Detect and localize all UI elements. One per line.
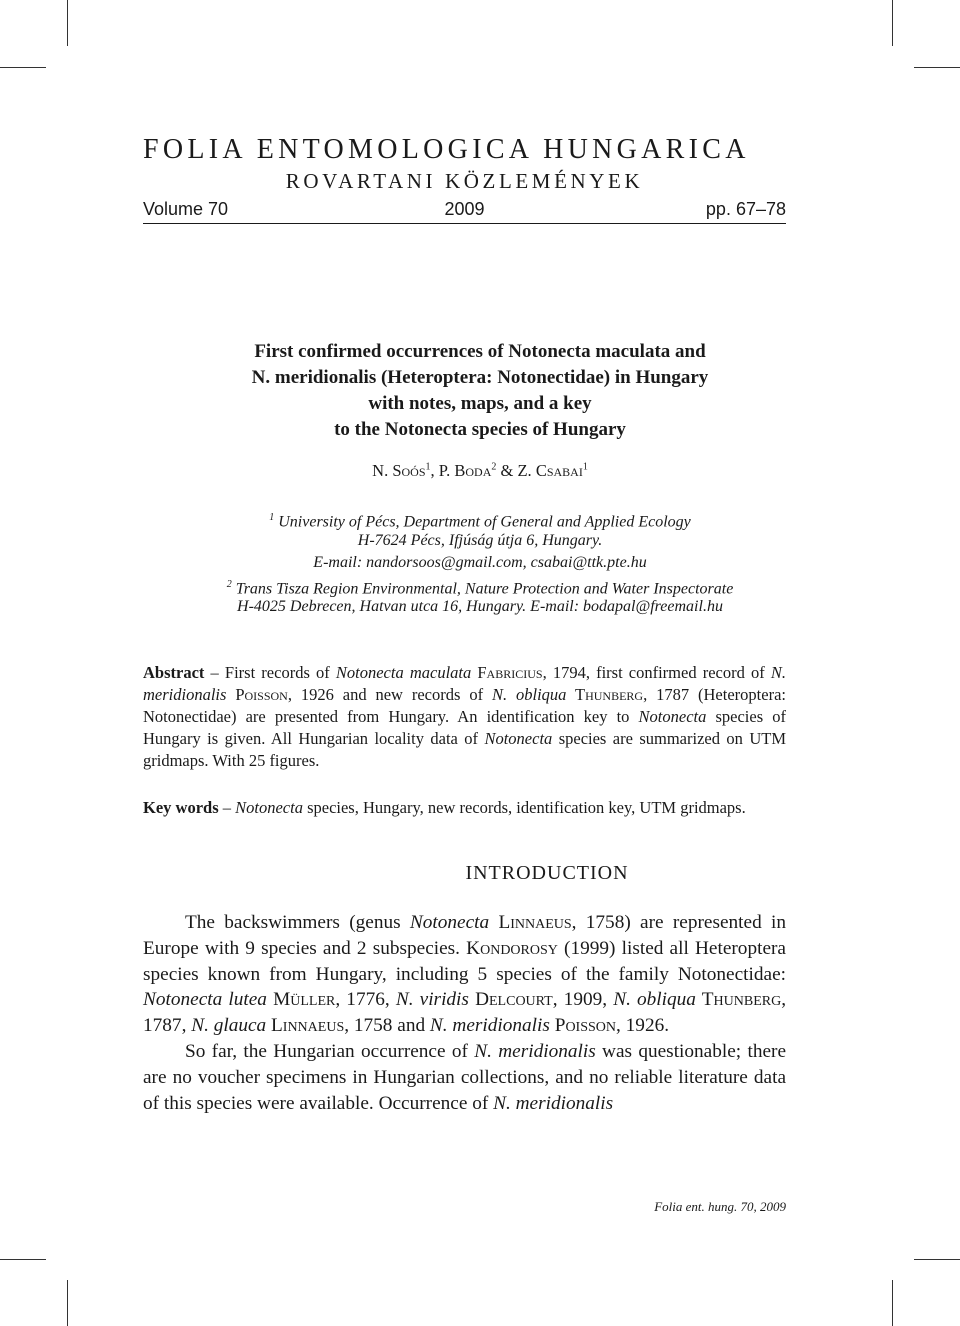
- author-citation: Poisson: [226, 685, 288, 704]
- body-text: , 1926.: [616, 1015, 670, 1037]
- author-2-affil-mark: 2: [491, 461, 497, 473]
- crop-mark-bottom-left: [67, 1280, 68, 1326]
- species-name: N. meridionalis: [493, 1092, 614, 1114]
- species-name: N. glauca: [191, 1015, 267, 1037]
- body-text: was questionable; there are no voucher specimens in Hungarian collections, and no reliable literature data of this species were available. Occurrence of: [143, 1040, 787, 1114]
- abstract-label: Abstract: [143, 663, 205, 682]
- genus-name: Notonecta: [235, 798, 303, 817]
- paragraph: [143, 1039, 786, 1116]
- keywords: [143, 797, 803, 819]
- abstract-text: , 1926 and new records of: [287, 685, 492, 704]
- abstract: [143, 662, 786, 772]
- volume-row: [143, 197, 786, 224]
- species-name: N. meridionalis: [474, 1040, 596, 1062]
- author-citation: Linnaeus: [489, 912, 572, 933]
- introduction-body: [143, 910, 786, 1116]
- authors: [143, 461, 817, 481]
- footer-citation: Folia ent. hung. 70, 2009: [654, 1199, 786, 1214]
- species-name: Notonecta lutea: [143, 989, 267, 1011]
- species-name: N. meridionalis: [429, 1015, 550, 1037]
- affiliation-2-text: Trans Tisza Region Environmental, Nature Protection and Water Inspectorate: [231, 580, 734, 598]
- body-text: , 1776,: [335, 989, 396, 1011]
- author-citation: Fabricius: [471, 663, 543, 682]
- crop-mark-right-top: [914, 67, 960, 68]
- affiliation-1-mark: 1: [269, 512, 275, 523]
- year-label: 2009: [444, 199, 485, 219]
- affiliation-1-line-3: E-mail: nandorsoos@gmail.com, csabai@ttk.pte.hu: [313, 554, 647, 571]
- article-title-line-4: to the Notonecta species of Hungary: [334, 419, 626, 440]
- author-1-affil-mark: 1: [425, 461, 431, 473]
- genus-name: Notonecta: [638, 707, 707, 726]
- genus-name: Notonecta: [484, 729, 553, 748]
- crop-mark-right-bottom: [914, 1259, 960, 1260]
- species-name: N. obliqua: [613, 989, 696, 1011]
- species-name: Notonecta maculata: [335, 663, 472, 682]
- paragraph: [143, 910, 786, 1039]
- section-heading-introduction: INTRODUCTION: [465, 862, 629, 884]
- keywords-text: –: [218, 798, 236, 817]
- author-citation: Linnaeus: [266, 1015, 345, 1037]
- body-text: (1999) listed all Heteroptera species known from Hungary, including 5 species of the family Notonectidae:: [143, 937, 786, 985]
- abstract-text: species of Hungary is given. All Hungarian locality data of: [143, 707, 786, 748]
- journal-subtitle: ROVARTANI KÖZLEMÉNYEK: [285, 169, 644, 193]
- author-1-name: Soós: [392, 461, 426, 480]
- author-3-name: Csabai: [535, 461, 583, 480]
- author-citation: Kondorosy: [466, 937, 558, 959]
- author-separator: & Z.: [496, 461, 536, 480]
- article-title-line-2: N. meridionalis (Heteroptera: Notonectidae) in Hungary: [251, 367, 709, 388]
- keywords-label: Key words: [143, 798, 219, 817]
- affiliation-2-line-2: H-4025 Debrecen, Hatvan utca 16, Hungary. E-mail: bodapal@freemail.hu: [237, 598, 723, 615]
- author-separator: , P.: [430, 461, 455, 480]
- author-2-name: Boda: [454, 461, 492, 480]
- body-text: , 1787,: [143, 989, 787, 1037]
- author-citation: Thunberg: [695, 989, 782, 1011]
- crop-mark-top-right: [892, 0, 893, 46]
- species-name: N. meridionalis: [143, 663, 786, 704]
- author-1-initial: N.: [372, 461, 393, 480]
- crop-mark-top-left: [67, 0, 68, 46]
- abstract-text: , 1794, first confirmed record of: [542, 663, 771, 682]
- pages-label: pp. 67–78: [705, 199, 786, 219]
- body-text: , 1758) are represented in Europe with 9 species and 2 subspecies.: [143, 912, 786, 959]
- crop-mark-left-bottom: [0, 1259, 46, 1260]
- journal-title: FOLIA ENTOMOLOGICA HUNGARICA: [143, 134, 750, 165]
- affiliation-2-mark: 2: [226, 579, 232, 590]
- author-citation: Delcourt: [468, 989, 553, 1011]
- author-citation: Müller: [266, 989, 336, 1011]
- body-text: So far, the Hungarian occurrence of: [185, 1040, 475, 1062]
- species-name: N. viridis: [395, 989, 469, 1011]
- volume-label: Volume 70: [143, 199, 229, 219]
- article-title-line-3: with notes, maps, and a key: [368, 393, 592, 414]
- article-title-line-1: First confirmed occurrences of Notonecta maculata and: [254, 341, 706, 362]
- body-text: , 1758 and: [344, 1015, 430, 1037]
- abstract-text: , 1787 (Heteroptera: Notonectidae) are presented from Hungary. An identification key to: [143, 685, 786, 726]
- author-citation: Thunberg: [566, 685, 644, 704]
- affiliation-1-text: University of Pécs, Department of General and Applied Ecology: [274, 513, 691, 531]
- author-citation: Poisson: [549, 1015, 617, 1037]
- body-text: The backswimmers (genus: [185, 912, 410, 933]
- keywords-text: species, Hungary, new records, identification key, UTM gridmaps.: [302, 798, 746, 817]
- affiliation-1-line-2: H-7624 Pécs, Ifjúság útja 6, Hungary.: [357, 532, 603, 549]
- genus-name: Notonecta: [409, 912, 490, 933]
- author-3-affil-mark: 1: [582, 461, 588, 473]
- species-name: N. obliqua: [491, 685, 567, 704]
- crop-mark-left-top: [0, 67, 46, 68]
- body-text: , 1909,: [552, 989, 614, 1011]
- abstract-text: species are summarized on UTM gridmaps. With 25 figures.: [143, 729, 786, 770]
- abstract-text: – First records of: [204, 663, 336, 682]
- crop-mark-bottom-right: [892, 1280, 893, 1326]
